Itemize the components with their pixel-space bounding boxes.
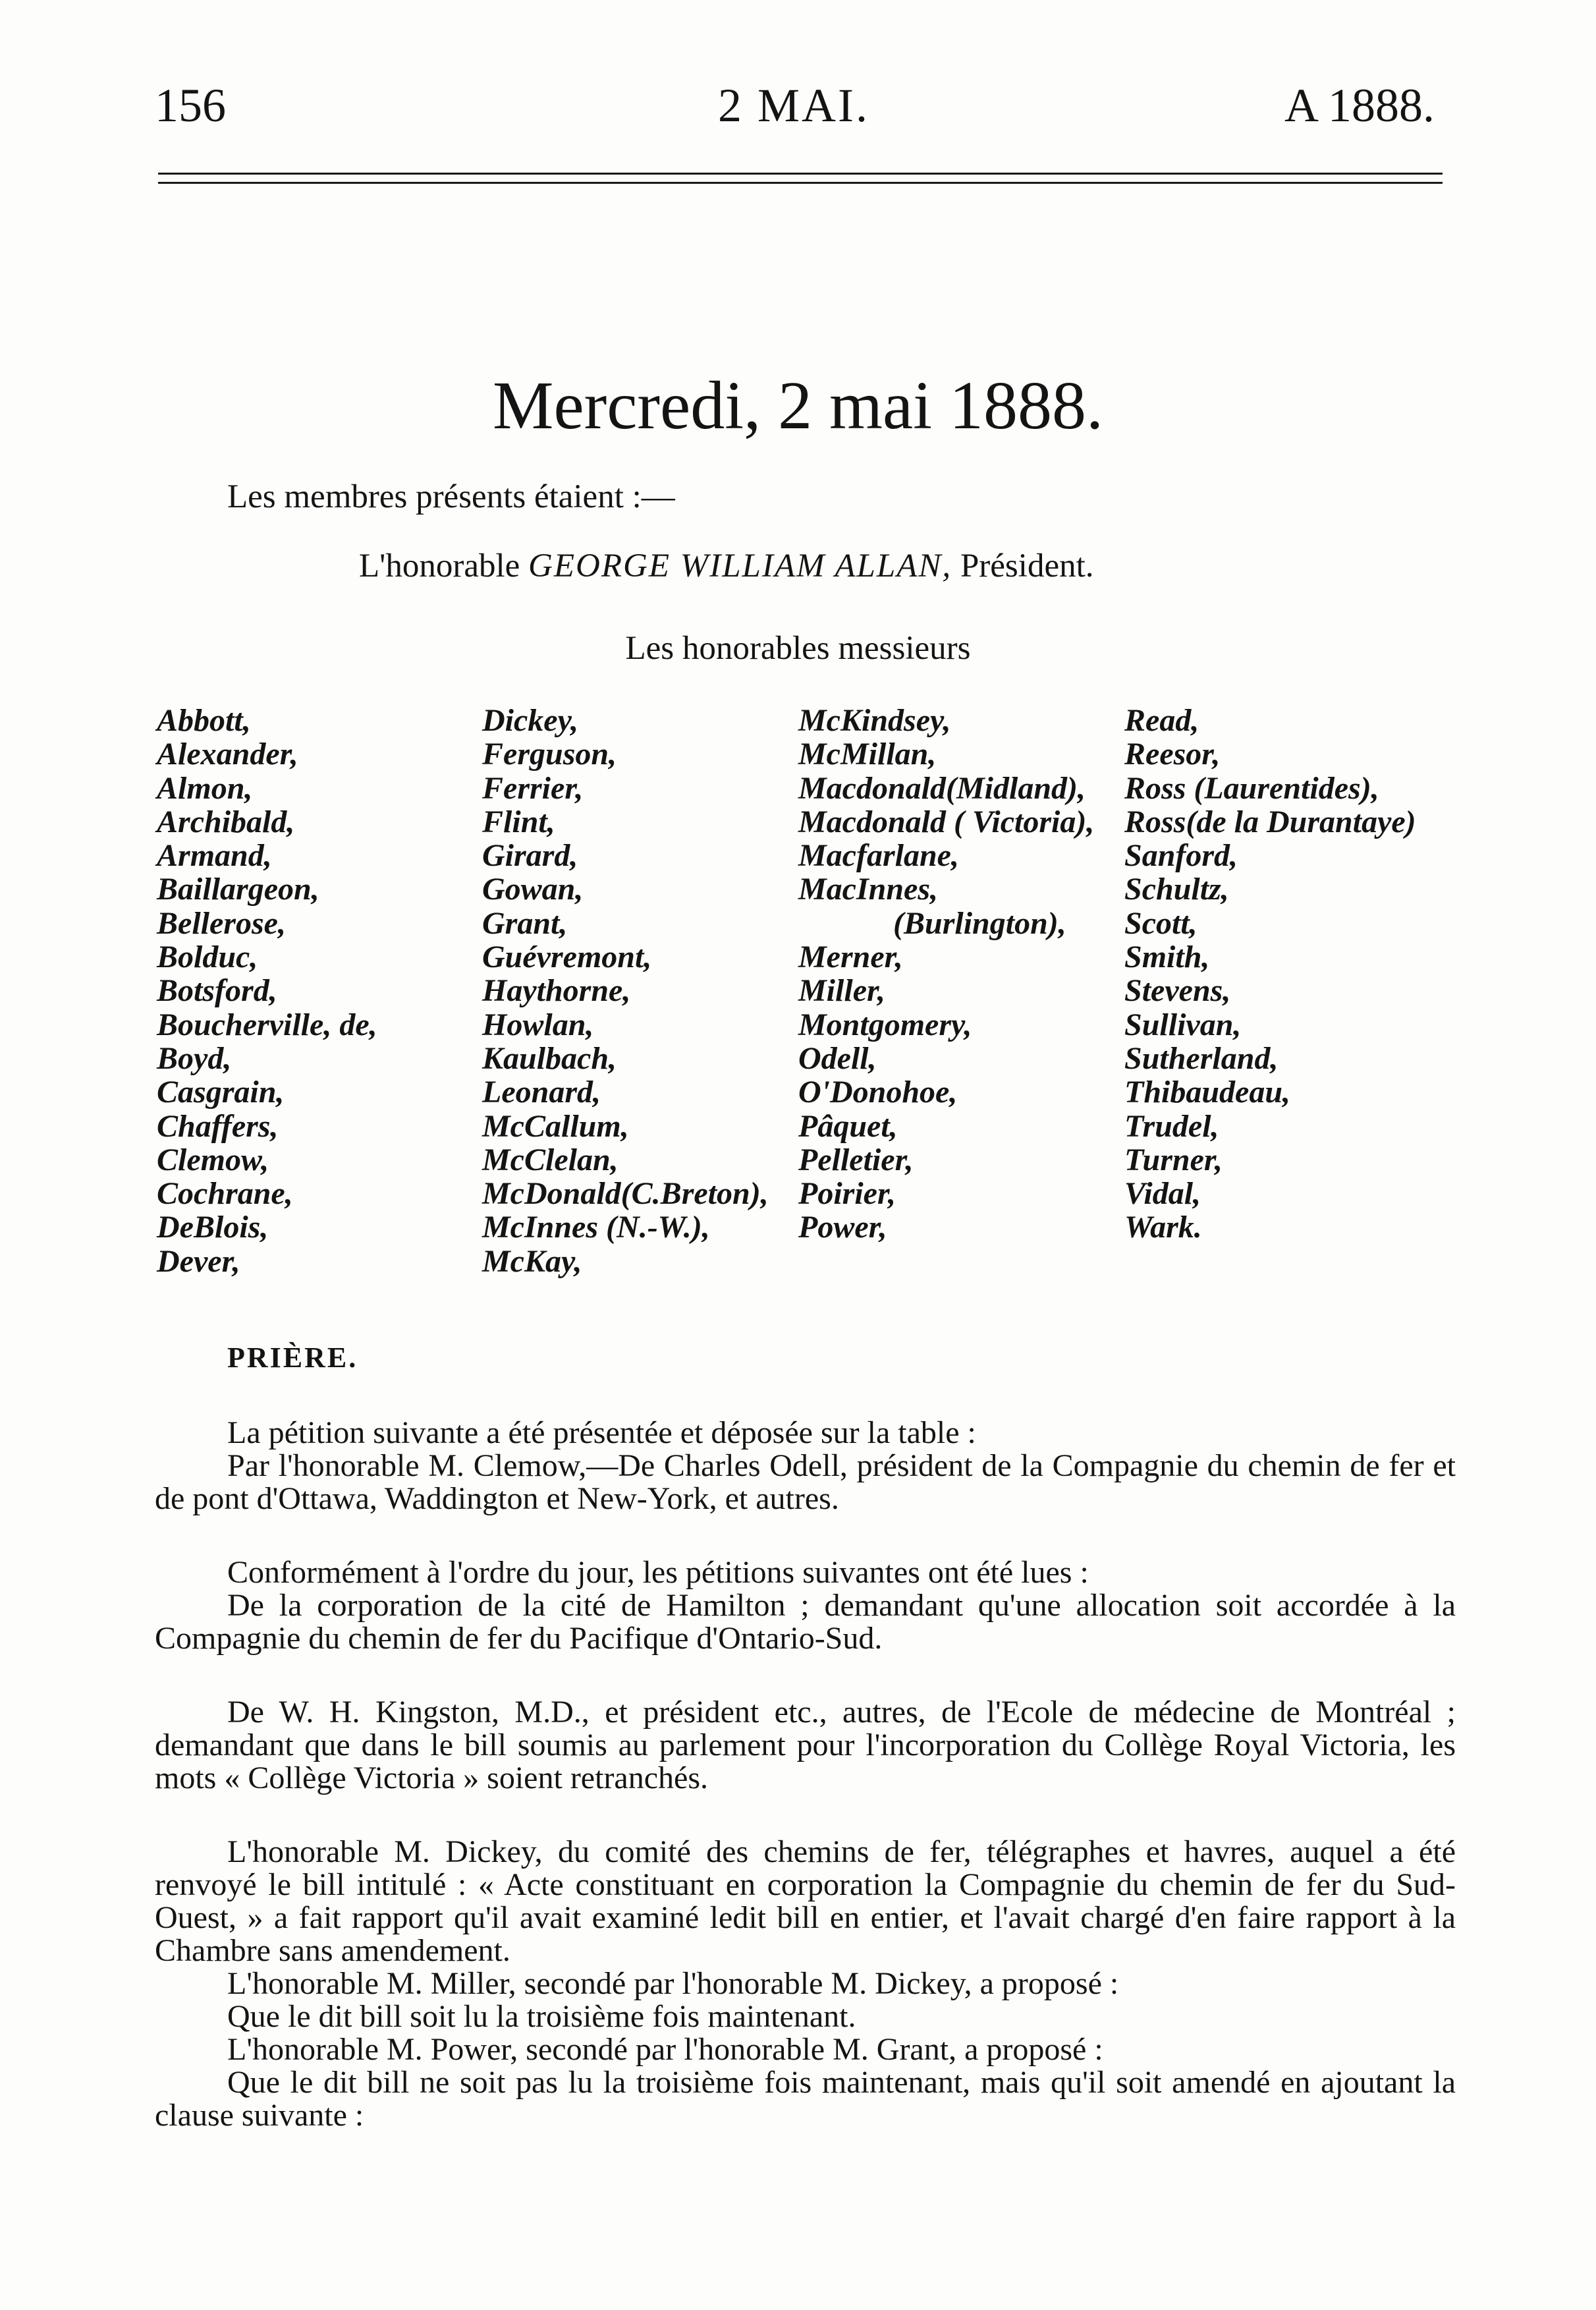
member-name: Girard,	[482, 838, 578, 874]
running-head-date: 2 MAI.	[718, 79, 869, 132]
member-name: Miller,	[798, 973, 886, 1009]
header-rule-top	[158, 173, 1443, 175]
member-name: Stevens,	[1124, 973, 1231, 1009]
member-name: Gowan,	[482, 872, 584, 907]
member-name: Armand,	[157, 838, 272, 874]
member-name: Sullivan,	[1124, 1007, 1242, 1042]
member-name: Wark.	[1124, 1210, 1202, 1245]
member-name: Trudel,	[1124, 1108, 1219, 1144]
member-name: Power,	[798, 1210, 887, 1245]
members-column-4	[1124, 704, 1416, 1245]
member-name: McDonald(C.Breton),	[482, 1176, 769, 1212]
member-name: Haythorne,	[482, 973, 631, 1009]
member-name: McCallum,	[482, 1108, 629, 1144]
proceedings-body	[155, 1417, 1456, 2132]
member-name: Bellerose,	[157, 905, 286, 941]
paragraph: Par l'honorable M. Clemow,—De Charles Odell, président de la Compagnie du chemin de fer et de pont d'Ottawa, Waddington et New-York, et autres.	[155, 1448, 1456, 1516]
member-name: Alexander,	[157, 737, 298, 772]
paragraph: L'honorable M. Miller, secondé par l'honorable M. Dickey, a proposé :	[227, 1966, 1119, 2001]
member-name: McKay,	[482, 1243, 582, 1279]
member-name: Montgomery,	[798, 1007, 972, 1042]
paragraph: De la corporation de la cité de Hamilton ; demandant qu'une allocation soit accordée à la Compagnie du chemin de fer du Pacifique d'Ontario-Sud.	[155, 1588, 1456, 1656]
member-name: Howlan,	[482, 1007, 594, 1042]
member-name: Abbott,	[157, 703, 251, 738]
paragraph: Que le dit bill ne soit pas lu la troisième fois maintenant, mais qu'il soit amendé en ajoutant la clause suivante :	[155, 2065, 1456, 2133]
member-name: Ross(de la Durantaye)	[1124, 804, 1416, 839]
member-name: Merner,	[798, 940, 903, 975]
member-name: Chaffers,	[157, 1108, 279, 1144]
member-name: Archibald,	[157, 804, 295, 839]
member-name: Read,	[1124, 703, 1199, 738]
member-name: Scott,	[1124, 905, 1197, 941]
paragraph: De W. H. Kingston, M.D., et président etc., autres, de l'Ecole de médecine de Montréal ; demandant que dans le bill soumis au parlement pour l'incorporation du Collège Royal Victoria, les mots « Collège Victoria » soient retranchés.	[155, 1695, 1456, 1795]
member-name: Pâquet,	[798, 1108, 898, 1144]
member-name: Turner,	[1124, 1142, 1223, 1177]
member-name: Grant,	[482, 905, 568, 941]
member-name: Macdonald(Midland),	[798, 770, 1086, 806]
member-name: Sanford,	[1124, 838, 1238, 874]
member-name: Boucherville, de,	[157, 1007, 377, 1042]
member-name: Cochrane,	[157, 1176, 293, 1212]
member-name: McInnes (N.-W.),	[482, 1210, 710, 1245]
member-name: Casgrain,	[157, 1075, 285, 1110]
member-name: Vidal,	[1124, 1176, 1201, 1212]
president-prefix: L'honorable	[359, 548, 520, 584]
member-name: Ferguson,	[482, 737, 617, 772]
member-name: Baillargeon,	[157, 872, 319, 907]
honorables-label: Les honorables messieurs	[625, 630, 971, 667]
member-name: McClelan,	[482, 1142, 619, 1177]
member-name: Reesor,	[1124, 737, 1221, 772]
header-rule-bottom	[158, 182, 1443, 184]
member-name: Botsford,	[157, 973, 277, 1009]
paragraph: L'honorable M. Power, secondé par l'honorable M. Grant, a proposé :	[227, 2032, 1103, 2067]
member-name: Bolduc,	[157, 940, 258, 975]
members-present-label: Les membres présents étaient :—	[227, 478, 675, 515]
president-name: GEORGE WILLIAM ALLAN,	[528, 548, 952, 584]
page-title: Mercredi, 2 mai 1888.	[492, 368, 1104, 443]
member-name: Pelletier,	[798, 1142, 914, 1177]
member-name: McMillan,	[798, 737, 937, 772]
member-name: Dickey,	[482, 703, 579, 738]
member-name: Ferrier,	[482, 770, 584, 806]
member-name: Flint,	[482, 804, 555, 839]
running-head-year: A 1888.	[1284, 79, 1435, 132]
president-role: Président.	[960, 548, 1094, 584]
member-name: Ross (Laurentides),	[1124, 770, 1379, 806]
paragraph: Que le dit bill soit lu la troisième fois maintenant.	[227, 1999, 856, 2034]
members-column-3	[798, 704, 1094, 1245]
member-name: Schultz,	[1124, 872, 1229, 907]
member-name: Boyd,	[157, 1040, 232, 1076]
member-name: Thibaudeau,	[1124, 1075, 1291, 1110]
paragraph: Conformément à l'ordre du jour, les pétitions suivantes ont été lues :	[227, 1555, 1089, 1590]
members-column-1	[157, 704, 377, 1278]
member-name: Odell,	[798, 1040, 877, 1076]
member-name: O'Donohoe,	[798, 1075, 958, 1110]
section-heading-priere: PRIÈRE.	[227, 1341, 358, 1374]
member-name: Almon,	[157, 770, 253, 806]
member-name: Dever,	[157, 1243, 240, 1279]
members-column-2	[482, 704, 769, 1278]
member-name: Kaulbach,	[482, 1040, 617, 1076]
member-name: Clemow,	[157, 1142, 269, 1177]
president-line	[359, 547, 1094, 585]
member-name: Macfarlane,	[798, 838, 959, 874]
member-name: DeBlois,	[157, 1210, 269, 1245]
member-name: Sutherland,	[1124, 1040, 1279, 1076]
member-name: MacInnes,	[798, 872, 939, 907]
member-name: Guévremont,	[482, 940, 652, 975]
member-name: McKindsey,	[798, 703, 951, 738]
member-name: (Burlington),	[798, 905, 1066, 941]
paragraph: La pétition suivante a été présentée et déposée sur la table :	[227, 1415, 976, 1450]
member-name: Leonard,	[482, 1075, 601, 1110]
member-name: Macdonald ( Victoria),	[798, 804, 1095, 839]
page-number: 156	[155, 79, 226, 132]
member-name: Smith,	[1124, 940, 1210, 975]
paragraph: L'honorable M. Dickey, du comité des chemins de fer, télégraphes et havres, auquel a été renvoyé le bill intitulé : « Acte constituant en corporation la Compagnie du chemin de fer du Sud-Ouest, » a fait rapport qu'il avait examiné ledit bill en entier, et l'avait chargé d'en faire rapport à la Chambre sans amendement.	[155, 1834, 1456, 1968]
member-name: Poirier,	[798, 1176, 896, 1212]
